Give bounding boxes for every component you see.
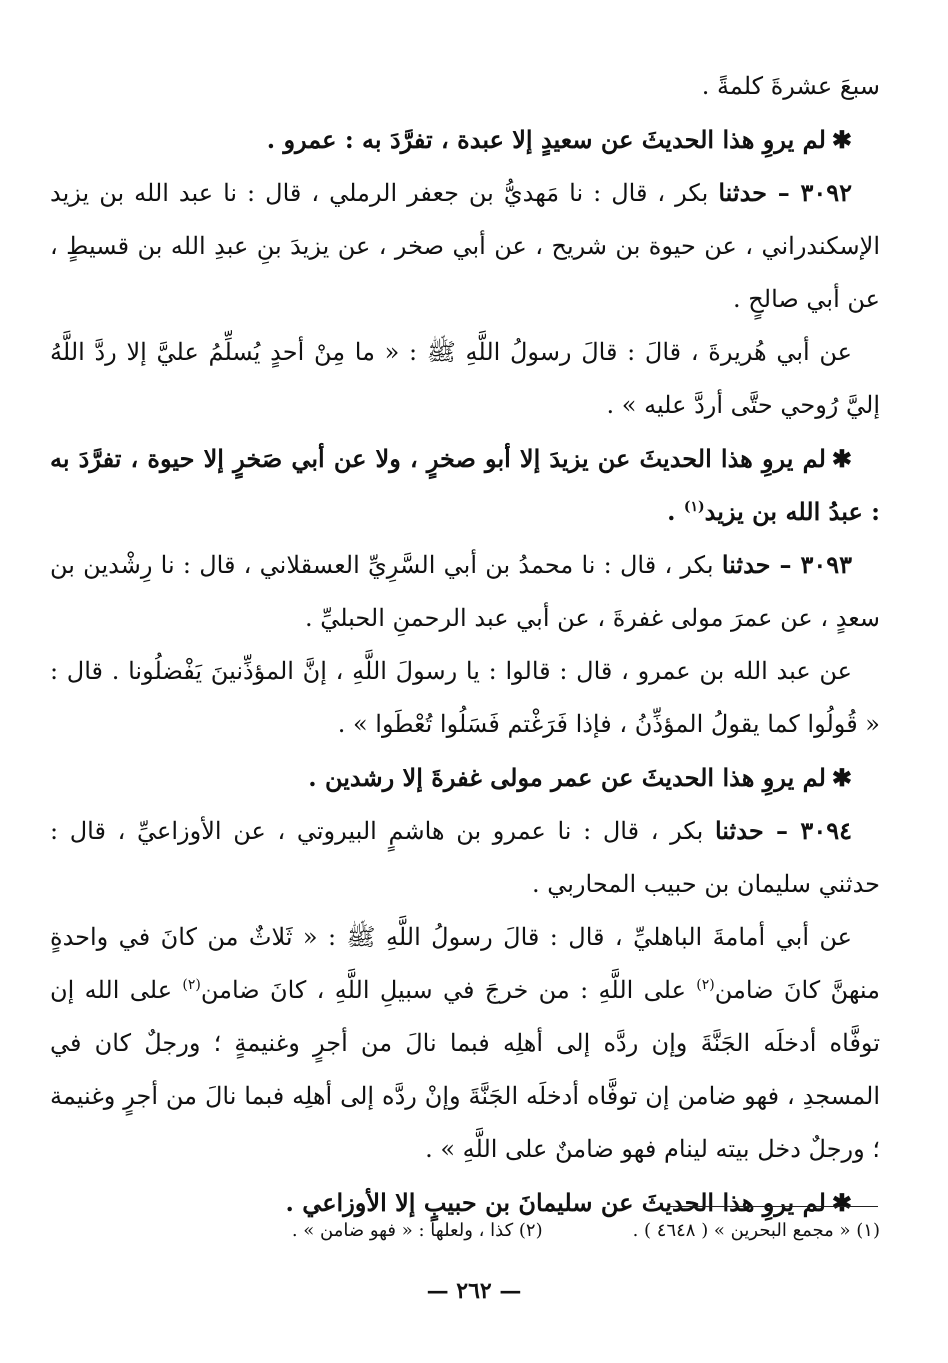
hadith-3094-isnad <box>50 804 880 911</box>
note-text: لم يروِ هذا الحديثَ عن سليمانَ بن حبيبٍ إلا الأوزاعي . <box>285 1188 826 1217</box>
footnote-ref: (٢) <box>182 977 201 993</box>
note-text: لم يروِ هذا الحديثَ عن سعيدٍ إلا عبدة ، تفرَّدَ به : عمرو . <box>266 125 826 154</box>
star-icon: ✱ <box>831 1188 852 1217</box>
footnote-ref: (٢) <box>696 977 715 993</box>
star-icon: ✱ <box>831 444 852 473</box>
isnad-text: بكر ، قال : نا محمدُ بن أبي السَّرِيِّ العسقلاني ، قال : نا رِشْدين بن سعدٍ ، عن عمرَ مولى غفرةَ ، عن أبي عبد الرحمنِ الحبليِّ . <box>50 551 880 632</box>
chain-note <box>50 113 880 166</box>
footnote-2: (٢) كذا ، ولعلها : « فهو ضامن » . <box>291 1220 543 1241</box>
footnotes <box>60 1214 880 1248</box>
hadith-3092-isnad <box>50 166 880 326</box>
star-icon: ✱ <box>831 763 852 792</box>
page-number: — ٢٦٢ — <box>426 1278 522 1304</box>
isnad-text: بكر ، قال : نا مَهديُّ بن جعفر الرملي ، قال : نا عبد الله بن يزيد الإسكندراني ، عن حيوة بن شريح ، عن أبي صخر ، عن يزيدَ بنِ عبدِ الله بن قسيطٍ ، عن أبي صالحٍ . <box>50 179 880 313</box>
note-text: لم يروِ هذا الحديثَ عن عمر مولى غفرةَ إلا رشدين . <box>308 763 826 792</box>
hadith-number: ٣٠٩٤ – حدثنا <box>714 816 852 845</box>
hadith-3092-matn: عن أبي هُريرةَ ، قالَ : قالَ رسولُ اللَّهِ ﷺ : « ما مِنْ أحدٍ يُسلِّمُ عليَّ إلا ردَّ اللَّهُ إليَّ رُوحي حتَّى أردَّ عليه » . <box>50 338 880 419</box>
isnad-text: بكر ، قال : نا عمرو بن هاشمٍ البيروتي ، عن الأوزاعيِّ ، قال : حدثني سليمان بن حبيب المحاربي . <box>50 817 880 898</box>
note-end: . <box>667 497 676 526</box>
matn-text: على الله إن توفَّاه أدخلَه الجَنَّةَ وإن ردَّه إلى أهلِه فبما نالَ من أجرٍ وغنيمةٍ ؛ ورجلٌ كان في المسجدِ ، فهو ضامن إن توفَّاه أدخلَه الجَنَّةَ وإنْ ردَّه إلى أهلِه فبما نالَ من أجرٍ وغنيمة ؛ ورجلٌ دخل بيته لينام فهو ضامنٌ على اللَّهِ » . <box>50 976 880 1163</box>
note-text: لم يروِ هذا الحديثَ عن يزيدَ إلا أبو صخرٍ ، ولا عن أبي صَخرٍ إلا حيوة ، تفرَّدَ به : عبدُ الله بن يزيد <box>50 444 880 526</box>
matn-text: على اللَّهِ : من خرجَ في سبيلِ اللَّهِ ، كانَ ضامن <box>200 976 697 1004</box>
hadith-3093-isnad <box>50 538 880 645</box>
chain-note <box>50 751 880 804</box>
hadith-number: ٣٠٩٣ – حدثنا <box>721 550 852 579</box>
matn-text: عن أبي أمامةَ الباهليِّ ، قال : قالَ رسولُ اللَّهِ ﷺ : « ثَلاثٌ من كانَ في واحدةٍ منهنَّ كانَ ضامن <box>50 923 880 1004</box>
page-body <box>50 60 880 1229</box>
hadith-3093-matn: عن عبد الله بن عمرو ، قال : قالوا : يا رسولَ اللَّهِ ، إنَّ المؤذِّنينَ يَفْضلُونا . قال : « قُولُوا كما يقولُ المؤذِّنُ ، فإذا فَرَغْتم فَسَلُوا تُعْطَوا » . <box>50 657 880 738</box>
hadith-number: ٣٠٩٢ – حدثنا <box>718 178 852 207</box>
star-icon: ✱ <box>831 125 852 154</box>
footnote-divider <box>668 1206 878 1207</box>
footnote-ref: (١) <box>683 499 705 515</box>
continued-line: سبعَ عشرةَ كلمةً . <box>701 72 880 100</box>
chain-note <box>50 432 880 538</box>
hadith-3094-matn <box>50 911 880 1176</box>
footnote-1: (١) « مجمع البحرين » ( ٤٦٤٨ ) . <box>632 1220 880 1241</box>
